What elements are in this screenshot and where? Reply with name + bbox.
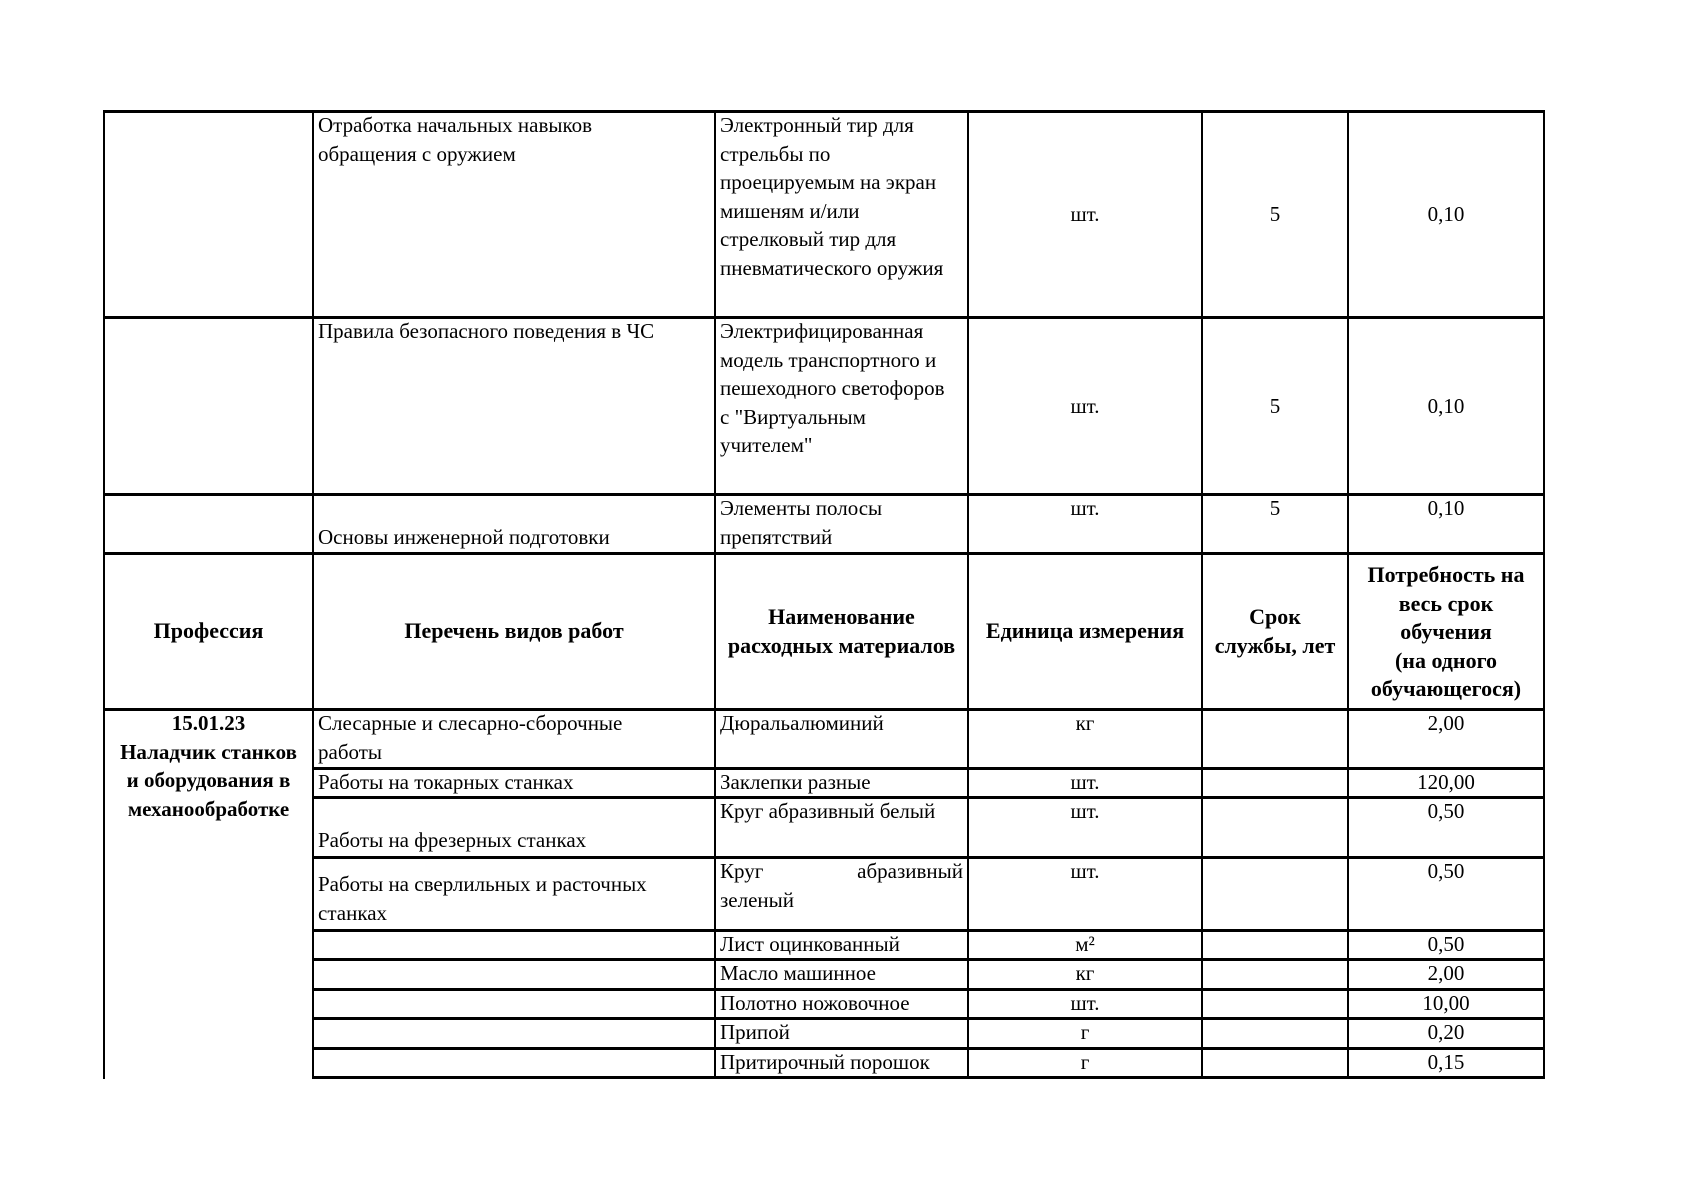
work-type-cell: Отработка начальных навыков обращения с оружием	[318, 113, 593, 166]
need-cell: 0,50	[1427, 799, 1465, 823]
work-type-cell: Работы на токарных станках	[318, 770, 574, 794]
need-cell: 0,10	[1427, 496, 1465, 520]
material-cell: Лист оцинкованный	[720, 932, 900, 956]
material-cell: Электронный тир для стрельбы по проецируемым на экран мишеням и/или стрелковый тир для пневматического оружия	[720, 113, 944, 280]
unit-cell: кг	[1075, 711, 1095, 735]
need-cell: 0,20	[1427, 1020, 1465, 1044]
need-cell: 0,50	[1427, 932, 1465, 956]
unit-cell: шт.	[1070, 202, 1100, 226]
column-border	[1543, 110, 1545, 1079]
header-profession: Профессия	[153, 618, 264, 643]
unit-cell: м²	[1075, 932, 1095, 956]
material-word: абразивный	[857, 859, 963, 883]
need-cell: 0,10	[1427, 202, 1465, 226]
work-type-cell: Работы на сверлильных и расточных станках	[318, 872, 647, 925]
material-cell: Заклепки разные	[720, 770, 871, 794]
material-cell: Масло машинное	[720, 961, 876, 985]
need-cell: 0,50	[1427, 859, 1465, 883]
column-border	[1201, 110, 1203, 1079]
need-cell: 120,00	[1417, 770, 1475, 794]
unit-cell: кг	[1075, 961, 1095, 985]
service-life-cell: 5	[1269, 496, 1281, 520]
need-cell: 10,00	[1422, 991, 1470, 1015]
material-cell: Круг абразивный белый	[720, 799, 936, 823]
material-cell: зеленый	[720, 888, 795, 912]
material-cell	[716, 857, 967, 886]
unit-cell: шт.	[1070, 859, 1100, 883]
unit-cell: г	[1080, 1020, 1090, 1044]
need-cell: 2,00	[1427, 961, 1465, 985]
header-unit: Единица измерения	[985, 618, 1185, 643]
need-cell: 0,10	[1427, 394, 1465, 418]
material-cell: Дюральалюминий	[720, 711, 884, 735]
unit-cell: г	[1080, 1050, 1090, 1074]
header-work-types: Перечень видов работ	[404, 618, 624, 643]
material-word: Круг	[720, 859, 764, 883]
unit-cell: шт.	[1070, 496, 1100, 520]
header-need: Потребность на весь срок обучения (на одного обучающегося)	[1367, 562, 1525, 701]
work-type-cell: Правила безопасного поведения в ЧС	[318, 319, 655, 343]
need-cell: 0,15	[1427, 1050, 1465, 1074]
unit-cell: шт.	[1070, 799, 1100, 823]
column-border	[103, 110, 105, 1079]
service-life-cell: 5	[1269, 202, 1281, 226]
header-service-life: Срок службы, лет	[1214, 604, 1336, 658]
material-cell: Элементы полосы препятствий	[720, 496, 883, 549]
material-cell: Полотно ножовочное	[720, 991, 910, 1015]
unit-cell: шт.	[1070, 991, 1100, 1015]
service-life-cell: 5	[1269, 394, 1281, 418]
need-cell: 2,00	[1427, 711, 1465, 735]
unit-cell: шт.	[1070, 770, 1100, 794]
column-border	[312, 110, 314, 1079]
profession-cell: 15.01.23 Наладчик станков и оборудования в механообработке	[120, 711, 297, 821]
row-border	[103, 552, 1545, 555]
material-cell: Припой	[720, 1020, 790, 1044]
material-cell: Притирочный порошок	[720, 1050, 930, 1074]
unit-cell: шт.	[1070, 394, 1100, 418]
work-type-cell: Работы на фрезерных станках	[318, 828, 587, 852]
work-type-cell: Слесарные и слесарно-сборочные работы	[318, 711, 623, 764]
header-materials: Наименование расходных материалов	[727, 604, 956, 658]
work-type-cell: Основы инженерной подготовки	[318, 525, 610, 549]
material-cell: Электрифицированная модель транспортного и пешеходного светофоров с "Виртуальным учителем"	[720, 319, 945, 457]
